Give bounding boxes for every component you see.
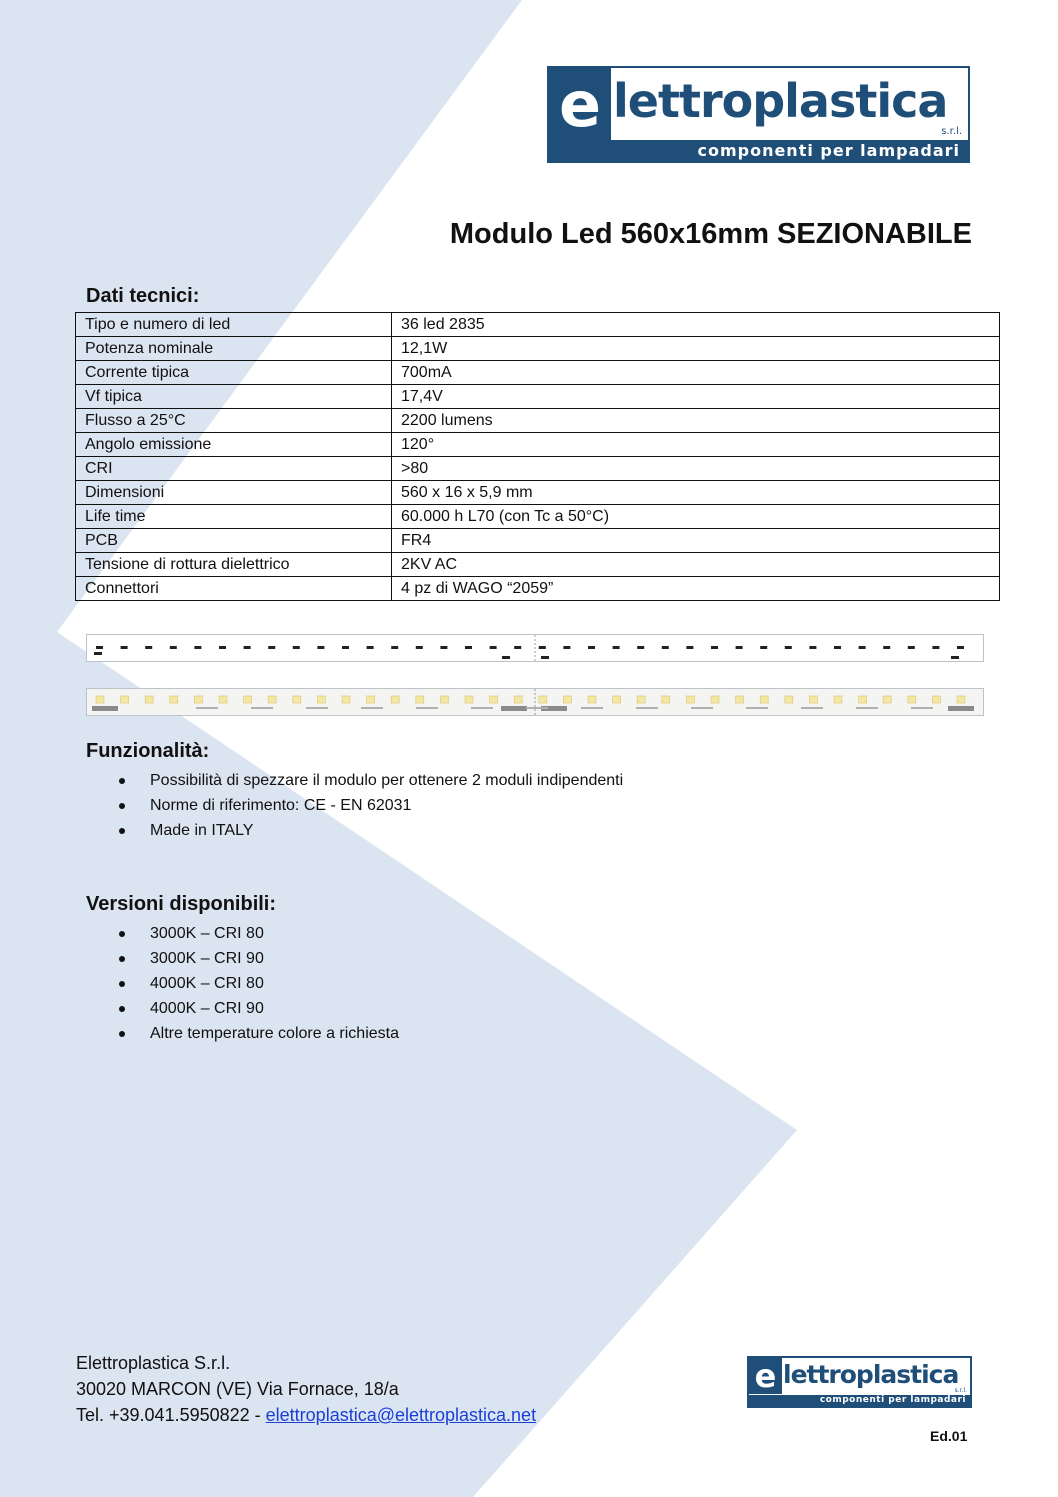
led-pad	[342, 646, 349, 649]
spec-row	[76, 481, 1000, 505]
led-pad	[416, 646, 423, 649]
led-pad	[613, 646, 620, 649]
list-item: Made in ITALY	[86, 818, 623, 843]
led-chip	[539, 696, 547, 703]
connector-pad	[951, 656, 959, 659]
pcb-marking	[471, 707, 493, 709]
spec-label: PCB	[76, 529, 392, 553]
spec-row	[76, 313, 1000, 337]
led-pad	[145, 646, 152, 649]
spec-value: 36 led 2835	[392, 313, 1000, 337]
spec-value: FR4	[392, 529, 1000, 553]
connector-pad	[502, 656, 510, 659]
spec-row	[76, 361, 1000, 385]
edition-label: Ed.01	[930, 1428, 968, 1444]
led-pad	[244, 646, 251, 649]
led-chip	[760, 696, 768, 703]
spec-label: Corrente tipica	[76, 361, 392, 385]
led-pad	[686, 646, 693, 649]
led-chip	[268, 696, 276, 703]
spec-value: 4 pz di WAGO “2059”	[392, 577, 1000, 601]
spec-label: Vf tipica	[76, 385, 392, 409]
led-pad	[490, 646, 497, 649]
led-pad	[293, 646, 300, 649]
pcb-marking	[636, 707, 658, 709]
led-chip	[416, 696, 424, 703]
pcb-marking	[801, 707, 823, 709]
pcb-marking	[306, 707, 328, 709]
led-chip	[317, 696, 325, 703]
led-chip	[834, 696, 842, 703]
list-item: 3000K – CRI 90	[86, 946, 399, 971]
led-chip	[588, 696, 596, 703]
spec-row	[76, 433, 1000, 457]
logo-mark: e	[749, 1358, 782, 1394]
features-heading: Funzionalità:	[86, 740, 210, 762]
led-chip	[367, 696, 375, 703]
spec-label: Connettori	[76, 577, 392, 601]
list-item: Norme di riferimento: CE - EN 62031	[86, 793, 623, 818]
specs-table	[75, 312, 1000, 601]
led-pad	[268, 646, 275, 649]
spec-value: >80	[392, 457, 1000, 481]
led-pad	[465, 646, 472, 649]
pcb-marking	[581, 707, 603, 709]
led-chip	[859, 696, 867, 703]
led-pad	[809, 646, 816, 649]
led-pad	[736, 646, 743, 649]
led-pad	[194, 646, 201, 649]
footer-email-link[interactable]: elettroplastica@elettroplastica.net	[265, 1405, 537, 1425]
spec-label: Tensione di rottura dielettrico	[76, 553, 392, 577]
footer-phone: Tel. +39.041.5950822 -	[76, 1405, 266, 1425]
led-pad	[317, 646, 324, 649]
led-chip	[711, 696, 719, 703]
led-chip	[613, 696, 621, 703]
led-chip	[932, 696, 940, 703]
pcb-marking	[196, 707, 218, 709]
pcb-marking	[691, 707, 713, 709]
logo-brand: lettroplastica	[613, 74, 948, 128]
logo-brand: lettroplastica	[783, 1360, 959, 1389]
led-pad	[367, 646, 374, 649]
led-chip	[957, 696, 965, 703]
led-pad	[121, 646, 128, 649]
led-chip	[440, 696, 448, 703]
spec-value: 2200 lumens	[392, 409, 1000, 433]
led-chip	[145, 696, 153, 703]
led-pad	[760, 646, 767, 649]
footer-logo	[747, 1356, 972, 1408]
led-pad	[711, 646, 718, 649]
footer-phone-line	[76, 1402, 536, 1428]
led-pad	[440, 646, 447, 649]
led-chip	[637, 696, 645, 703]
led-pad	[859, 646, 866, 649]
pcb-marking	[416, 707, 438, 709]
spec-label: Tipo e numero di led	[76, 313, 392, 337]
list-item: 3000K – CRI 80	[86, 921, 399, 946]
led-pad	[662, 646, 669, 649]
connector-pad	[541, 656, 549, 659]
spec-label: Life time	[76, 505, 392, 529]
page-title: Modulo Led 560x16mm SEZIONABILE	[449, 218, 972, 250]
list-item: Altre temperature colore a richiesta	[86, 1021, 399, 1046]
spec-value: 12,1W	[392, 337, 1000, 361]
led-chip	[219, 696, 227, 703]
led-pad	[883, 646, 890, 649]
list-item: 4000K – CRI 90	[86, 996, 399, 1021]
led-chip	[686, 696, 694, 703]
logo-tagline: componenti per lampadari	[549, 140, 968, 161]
spec-value: 60.000 h L70 (con Tc a 50°C)	[392, 505, 1000, 529]
led-pad	[588, 646, 595, 649]
spec-row	[76, 337, 1000, 361]
logo-suffix: s.r.l.	[941, 126, 962, 137]
led-pad	[785, 646, 792, 649]
footer-contact	[76, 1350, 536, 1428]
led-pad	[957, 646, 964, 649]
pcb-marking	[911, 707, 933, 709]
led-pad	[908, 646, 915, 649]
pcb-marking	[856, 707, 878, 709]
led-pad	[219, 646, 226, 649]
versions-list	[86, 921, 399, 1046]
spec-row	[76, 529, 1000, 553]
spec-row	[76, 385, 1000, 409]
wago-connector	[92, 706, 118, 711]
spec-value: 560 x 16 x 5,9 mm	[392, 481, 1000, 505]
led-chip	[883, 696, 891, 703]
pcb-marking	[361, 707, 383, 709]
led-pad	[834, 646, 841, 649]
led-chip	[563, 696, 571, 703]
logo-mark: e	[549, 68, 611, 140]
versions-heading: Versioni disponibili:	[86, 893, 277, 915]
pcb-marking	[251, 707, 273, 709]
led-chip	[170, 696, 178, 703]
spec-row	[76, 457, 1000, 481]
logo-tagline: componenti per lampadari	[749, 1395, 970, 1406]
spec-row	[76, 553, 1000, 577]
led-chip	[736, 696, 744, 703]
pcb-marking	[746, 707, 768, 709]
led-chip	[194, 696, 202, 703]
footer-address: 30020 MARCON (VE) Via Fornace, 18/a	[76, 1379, 399, 1399]
logo-suffix: s.r.l.	[954, 1387, 967, 1394]
led-pad	[932, 646, 939, 649]
led-chip	[342, 696, 350, 703]
spec-row	[76, 505, 1000, 529]
spec-value: 17,4V	[392, 385, 1000, 409]
list-item: Possibilità di spezzare il modulo per ottenere 2 moduli indipendenti	[86, 768, 623, 793]
led-pad	[170, 646, 177, 649]
list-item: 4000K – CRI 80	[86, 971, 399, 996]
led-chip	[465, 696, 473, 703]
led-chip	[244, 696, 252, 703]
led-pad	[514, 646, 521, 649]
connector-pad	[94, 652, 102, 655]
led-pad	[637, 646, 644, 649]
spec-label: Potenza nominale	[76, 337, 392, 361]
features-list	[86, 768, 623, 843]
led-chip	[490, 696, 498, 703]
led-pad	[96, 646, 103, 649]
led-pad	[563, 646, 570, 649]
spec-label: Flusso a 25°C	[76, 409, 392, 433]
led-chip	[391, 696, 399, 703]
led-chip	[908, 696, 916, 703]
led-chip	[514, 696, 522, 703]
led-chip	[293, 696, 301, 703]
spec-label: CRI	[76, 457, 392, 481]
led-chip	[785, 696, 793, 703]
specs-heading: Dati tecnici:	[86, 285, 200, 307]
wago-connector	[948, 706, 974, 711]
wago-connector	[501, 706, 527, 711]
spec-row	[76, 409, 1000, 433]
led-chip	[662, 696, 670, 703]
spec-label: Angolo emissione	[76, 433, 392, 457]
led-pad	[539, 646, 546, 649]
pcb-marking	[526, 707, 548, 709]
led-pad	[391, 646, 398, 649]
led-chip	[121, 696, 129, 703]
spec-label: Dimensioni	[76, 481, 392, 505]
spec-value: 120°	[392, 433, 1000, 457]
company-logo	[547, 66, 970, 163]
led-strip-top-view	[86, 634, 984, 662]
led-chip	[809, 696, 817, 703]
spec-value: 700mA	[392, 361, 1000, 385]
spec-row	[76, 577, 1000, 601]
led-chip	[96, 696, 104, 703]
spec-value: 2KV AC	[392, 553, 1000, 577]
led-strip-bottom-view	[86, 688, 984, 716]
footer-company: Elettroplastica S.r.l.	[76, 1353, 231, 1373]
